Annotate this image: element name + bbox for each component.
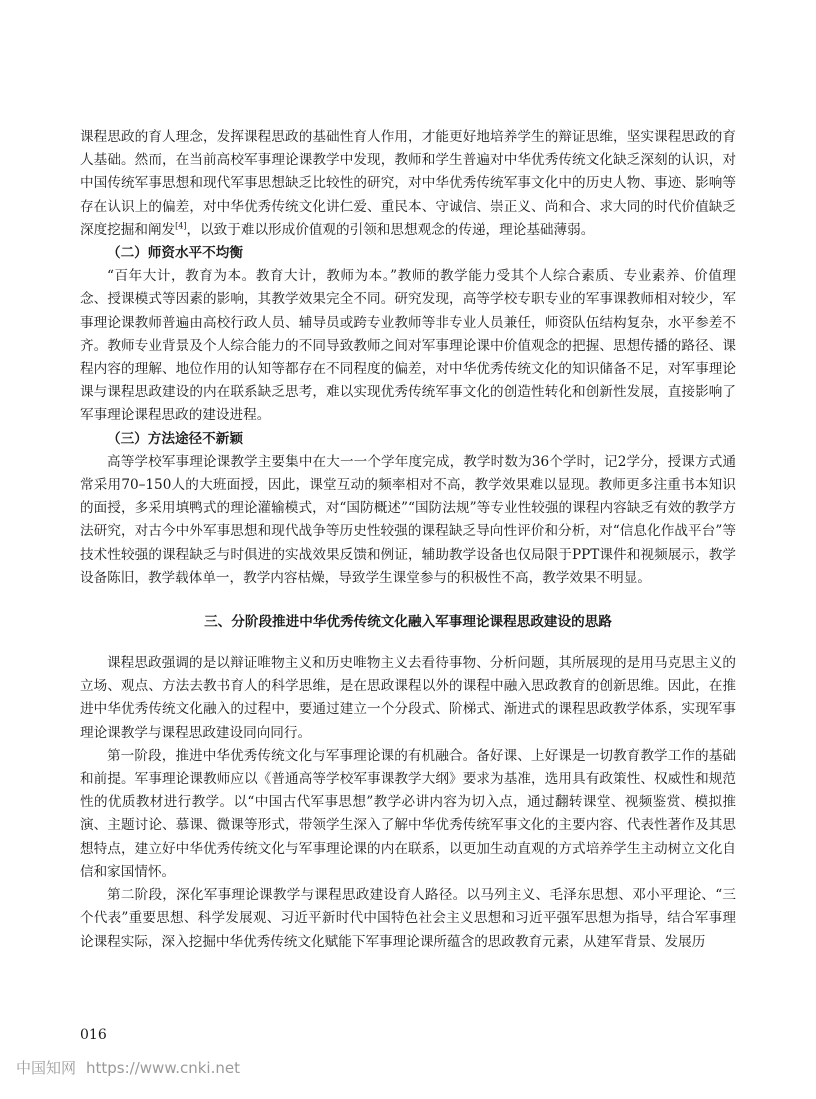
paragraph-section-1: 课程思政强调的是以辩证唯物主义和历史唯物主义去看待事物、分析问题，其所展现的是用马克思主义的立场、观点、方法去教书育人的科学思维，是在思政课程以外的课程中融入思政教育的创新思维。因此，在推进中华优秀传统文化融入的过程中，要通过建立一个分段式、阶梯式、渐进式的课程思政教学体系，实现军事理论课教学与课程思政建设同向同行。 bbox=[80, 655, 736, 741]
watermark-url[interactable]: https://www.cnki.net bbox=[86, 1059, 240, 1077]
paragraph-methods: 高等学校军事理论课教学主要集中在大一一个学年度完成，教学时数为36个学时，记2学分，授课方式通常采用70–150人的大班面授，因此，课堂互动的频率相对不高，教学效果难以显现。教师更多注重书本知识的面授，多采用填鸭式的理论灌输模式，对“国防概述”“国防法规”等专业性较强的课程内容缺乏有效的教学方法研究，对古今中外军事思想和现代战争等历史性较强的课程缺乏导向性评价和分析，对“信息化作战平台”等技术性较强的课程缺乏与时俱进的实战效果反馈和例证，辅助教学设备也仅局限于PPT课件和视频展示，教学设备陈旧，教学载体单一，教学内容枯燥，导致学生课堂参与的积极性不高，教学效果不明显。 bbox=[80, 453, 736, 586]
paragraph-section-3: 第二阶段，深化军事理论课教学与课程思政建设育人路径。以马列主义、毛泽东思想、邓小平理论、“三个代表”重要思想、科学发展观、习近平新时代中国特色社会主义思想和习近平强军思想为指导，结合军事理论课程实际，深入挖掘中华优秀传统文化赋能下军事理论课所蕴含的思政教育元素，从建军背景、发展历 bbox=[80, 887, 736, 950]
citation-superscript[interactable]: [4] bbox=[175, 221, 187, 231]
paragraph-teachers: “百年大计，教育为本。教育大计，教师为本。”教师的教学能力受其个人综合素质、专业素养、价值理念、授课模式等因素的影响，其教学效果完全不同。研究发现，高等学校专职专业的军事课教师相对较少，军事理论课教师普遍由高校行政人员、辅导员或跨专业教师等非专业人员兼任，师资队伍结构复杂，水平参差不齐。教师专业背景及个人综合能力的不同导致教师之间对军事理论课中价值观念的把握、思想传播的路径、课程内容的理解、地位作用的认知等都存在不同程度的偏差，对中华优秀传统文化的知识储备不足，对军事理论课与课程思政建设的内在联系缺乏思考，难以实现优秀传统军事文化的创造性转化和创新性发展，直接影响了军事理论课程思政的建设进程。 bbox=[80, 268, 736, 424]
intro-text-b: ，以致于难以形成价值观的引领和思想观念的传递，理论基础薄弱。 bbox=[186, 221, 595, 238]
subheading-methods: （三）方法途径不新颖 bbox=[107, 430, 243, 447]
watermark-logo-text: 中国知网 bbox=[16, 1059, 77, 1077]
page-number: 016 bbox=[80, 1027, 107, 1043]
article-body bbox=[80, 126, 736, 954]
intro-text-a: 课程思政的育人理念，发挥课程思政的基础性育人作用，才能更好地培养学生的辩证思维，坚实课程思政的育人基础。然而，在当前高校军事理论课教学中发现，教师和学生普遍对中华优秀传统文化缺乏深刻的认识，对中国传统军事思想和现代军事思想缺乏比较性的研究，对中华优秀传统军事文化中的历史人物、事迹、影响等存在认识上的偏差，对中华优秀传统文化讲仁爱、重民本、守诚信、崇正义、尚和合、求大同的时代价值缺乏深度挖掘和阐发 bbox=[80, 129, 736, 238]
section-title: 三、分阶段推进中华优秀传统文化融入军事理论课程思政建设的思路 bbox=[204, 614, 612, 631]
cnki-watermark bbox=[16, 1057, 240, 1078]
paragraph-intro bbox=[80, 126, 736, 242]
subheading-teachers: （二）师资水平不均衡 bbox=[107, 245, 243, 262]
paragraph-section-2: 第一阶段，推进中华优秀传统文化与军事理论课的有机融合。备好课、上好课是一切教育教学工作的基础和前提。军事理论课教师应以《普通高等学校军事课教学大纲》要求为基准，选用具有政策性、权威性和规范性的优质教材进行教学。以“中国古代军事思想”教学必讲内容为切入点，通过翻转课堂、视频鉴赏、模拟推演、主题讨论、慕课、微课等形式，带领学生深入了解中华优秀传统军事文化的主要内容、代表性著作及其思想特点，建立好中华优秀传统文化与军事理论课的内在联系，以更加生动直观的方式培养学生主动树立文化自信和家国情怀。 bbox=[80, 747, 736, 880]
